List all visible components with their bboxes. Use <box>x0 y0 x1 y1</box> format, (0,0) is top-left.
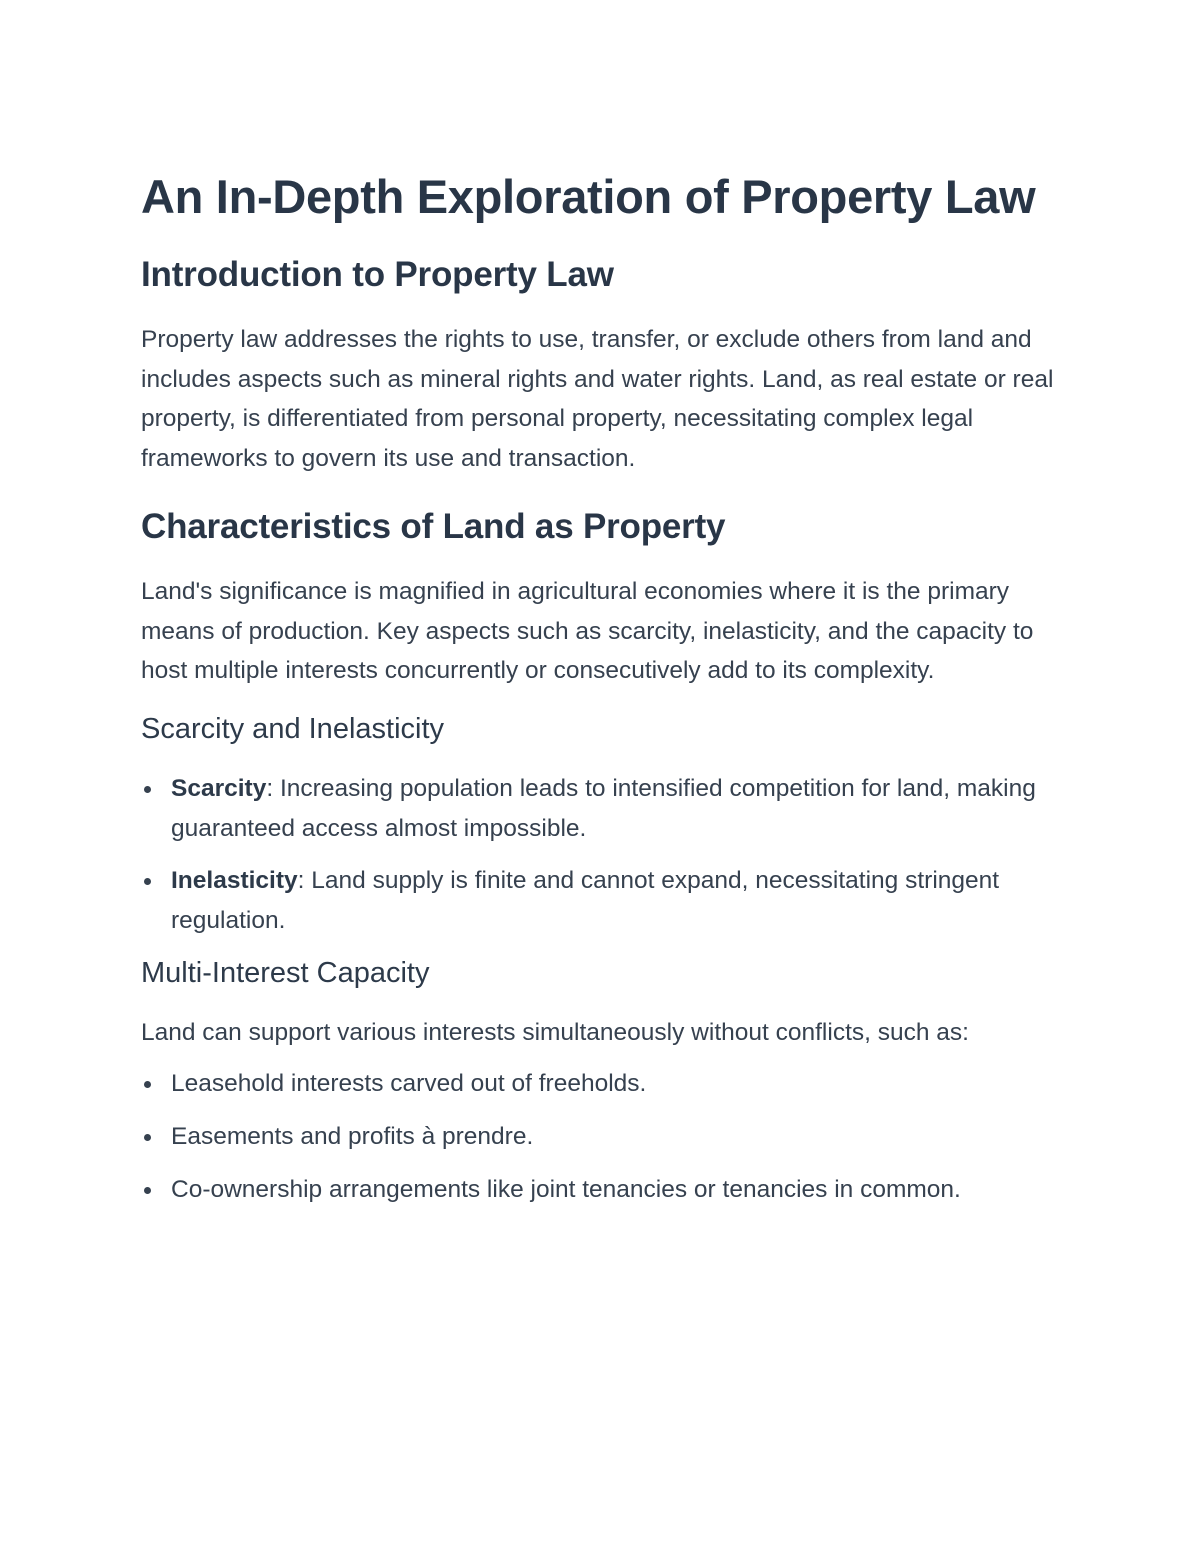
list-item-term: Inelasticity <box>171 866 298 894</box>
list-item: Easements and profits à prendre. <box>141 1117 1070 1157</box>
characteristics-paragraph: Land's significance is magnified in agricultural economies where it is the primary means of production. Key aspects such as scarcity, inelasticity, and the capacity to host multiple interests concurrently or consecutively add to its complexity. <box>141 578 1034 684</box>
subsection-heading-multi-interest: Multi-Interest Capacity <box>141 956 430 989</box>
section-heading-characteristics: Characteristics of Land as Property <box>141 507 726 546</box>
document-title: An In-Depth Exploration of Property Law <box>141 170 1036 223</box>
list-item <box>141 861 1070 941</box>
subsection-heading-scarcity: Scarcity and Inelasticity <box>141 712 445 745</box>
multi-interest-list <box>141 1064 1070 1210</box>
scarcity-list <box>141 769 1070 941</box>
list-item: Co-ownership arrangements like joint tenancies or tenancies in common. <box>141 1170 1070 1210</box>
list-item <box>141 769 1070 849</box>
list-item: Leasehold interests carved out of freeholds. <box>141 1064 1070 1104</box>
list-item-text: : Increasing population leads to intensified competition for land, making guaranteed access almost impossible. <box>171 774 1036 842</box>
introduction-paragraph: Property law addresses the rights to use, transfer, or exclude others from land and includes aspects such as mineral rights and water rights. Land, as real estate or real property, is differentiated from personal property, necessitating complex legal frameworks to govern its use and transaction. <box>141 326 1054 472</box>
section-heading-introduction: Introduction to Property Law <box>141 255 614 294</box>
multi-interest-paragraph: Land can support various interests simultaneously without conflicts, such as: <box>141 1018 969 1046</box>
list-item-text: : Land supply is finite and cannot expand, necessitating stringent regulation. <box>171 866 1000 934</box>
list-item-term: Scarcity <box>171 774 267 802</box>
